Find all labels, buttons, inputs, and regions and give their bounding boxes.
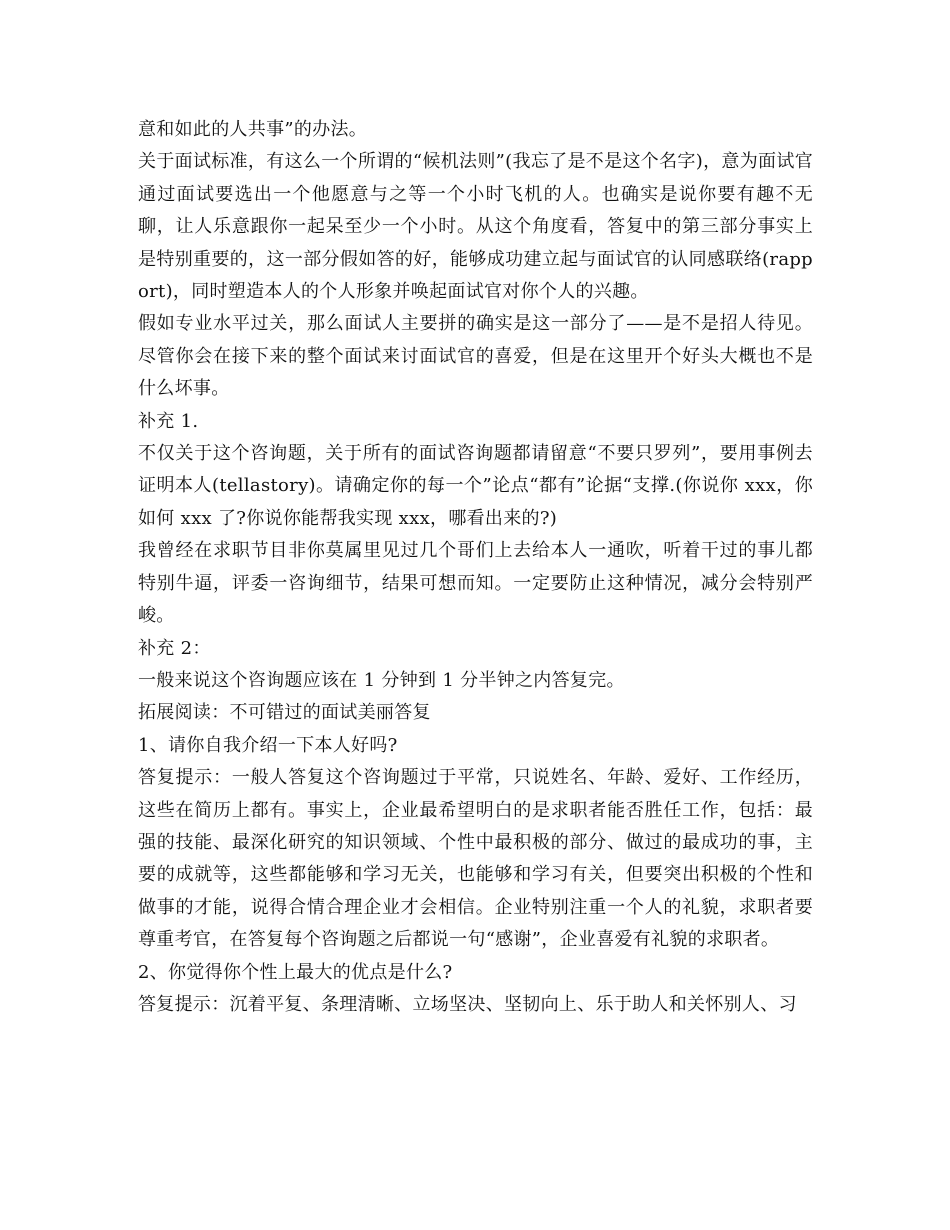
paragraph-8: 一般来说这个咨询题应该在 1 分钟到 1 分半钟之内答复完。 [138, 669, 625, 691]
question-1: 1、请你自我介绍一下本人好吗? [138, 734, 398, 756]
paragraph-2: 关于面试标准，有这么一个所谓的“候机法则”(我忘了是不是这个名字)，意为面试官通过面试要选出一个他愿意与之等一个小时飞机的人。也确实是说你要有趣不无聊，让人乐意跟你一起呆至少一个小时。从这个角度看，答复中的第三部分事实上是特别重要的，这一部分假如答的好，能够成功建立起与面试官的认同感联络(rapport)，同时塑造本人的个人形象并唤起面试官对你个人的兴趣。 [138, 151, 813, 303]
extended-reading-heading: 拓展阅读：不可错过的面试美丽答复 [138, 702, 431, 724]
paragraph-3: 假如专业水平过关，那么面试人主要拼的确实是这一部分了——是不是招人待见。尽管你会在接下来的整个面试来讨面试官的喜爱，但是在这里开个好头大概也不是什么坏事。 [138, 313, 813, 400]
supplement-2-heading: 补充 2： [138, 637, 211, 659]
supplement-1-heading: 补充 1. [138, 410, 199, 432]
paragraph-5: 不仅关于这个咨询题，关于所有的面试咨询题都请留意“不要只罗列”，要用事例去证明本人(tellastory)。请确定你的每一个”论点“都有”论据“支撑.(你说你 xxx，你如何 xxx 了?你说你能帮我实现 xxx，哪看出来的?) [138, 443, 813, 529]
document-page [138, 114, 813, 1021]
paragraph-1: 意和如此的人共事”的办法。 [138, 119, 368, 140]
answer-1: 答复提示：一般人答复这个咨询题过于平常，只说姓名、年龄、爱好、工作经历，这些在简历上都有。事实上，企业最希望明白的是求职者能否胜任工作，包括：最强的技能、最深化研究的知识领域、个性中最积极的部分、做过的最成功的事，主要的成就等，这些都能够和学习无关，也能够和学习有关，但要突出积极的个性和做事的才能，说得合情合理企业才会相信。企业特别注重一个人的礼貌，求职者要尊重考官，在答复每个咨询题之后都说一句“感谢”，企业喜爱有礼貌的求职者。 [138, 767, 813, 951]
paragraph-6: 我曾经在求职节目非你莫属里见过几个哥们上去给本人一通吹，听着干过的事儿都特别牛逼，评委一咨询细节，结果可想而知。一定要防止这种情况，减分会特别严峻。 [138, 540, 813, 627]
answer-2: 答复提示：沉着平复、条理清晰、立场坚决、坚韧向上、乐于助人和关怀别人、习 [138, 993, 797, 1015]
question-2: 2、你觉得你个性上最大的优点是什么? [138, 961, 453, 983]
